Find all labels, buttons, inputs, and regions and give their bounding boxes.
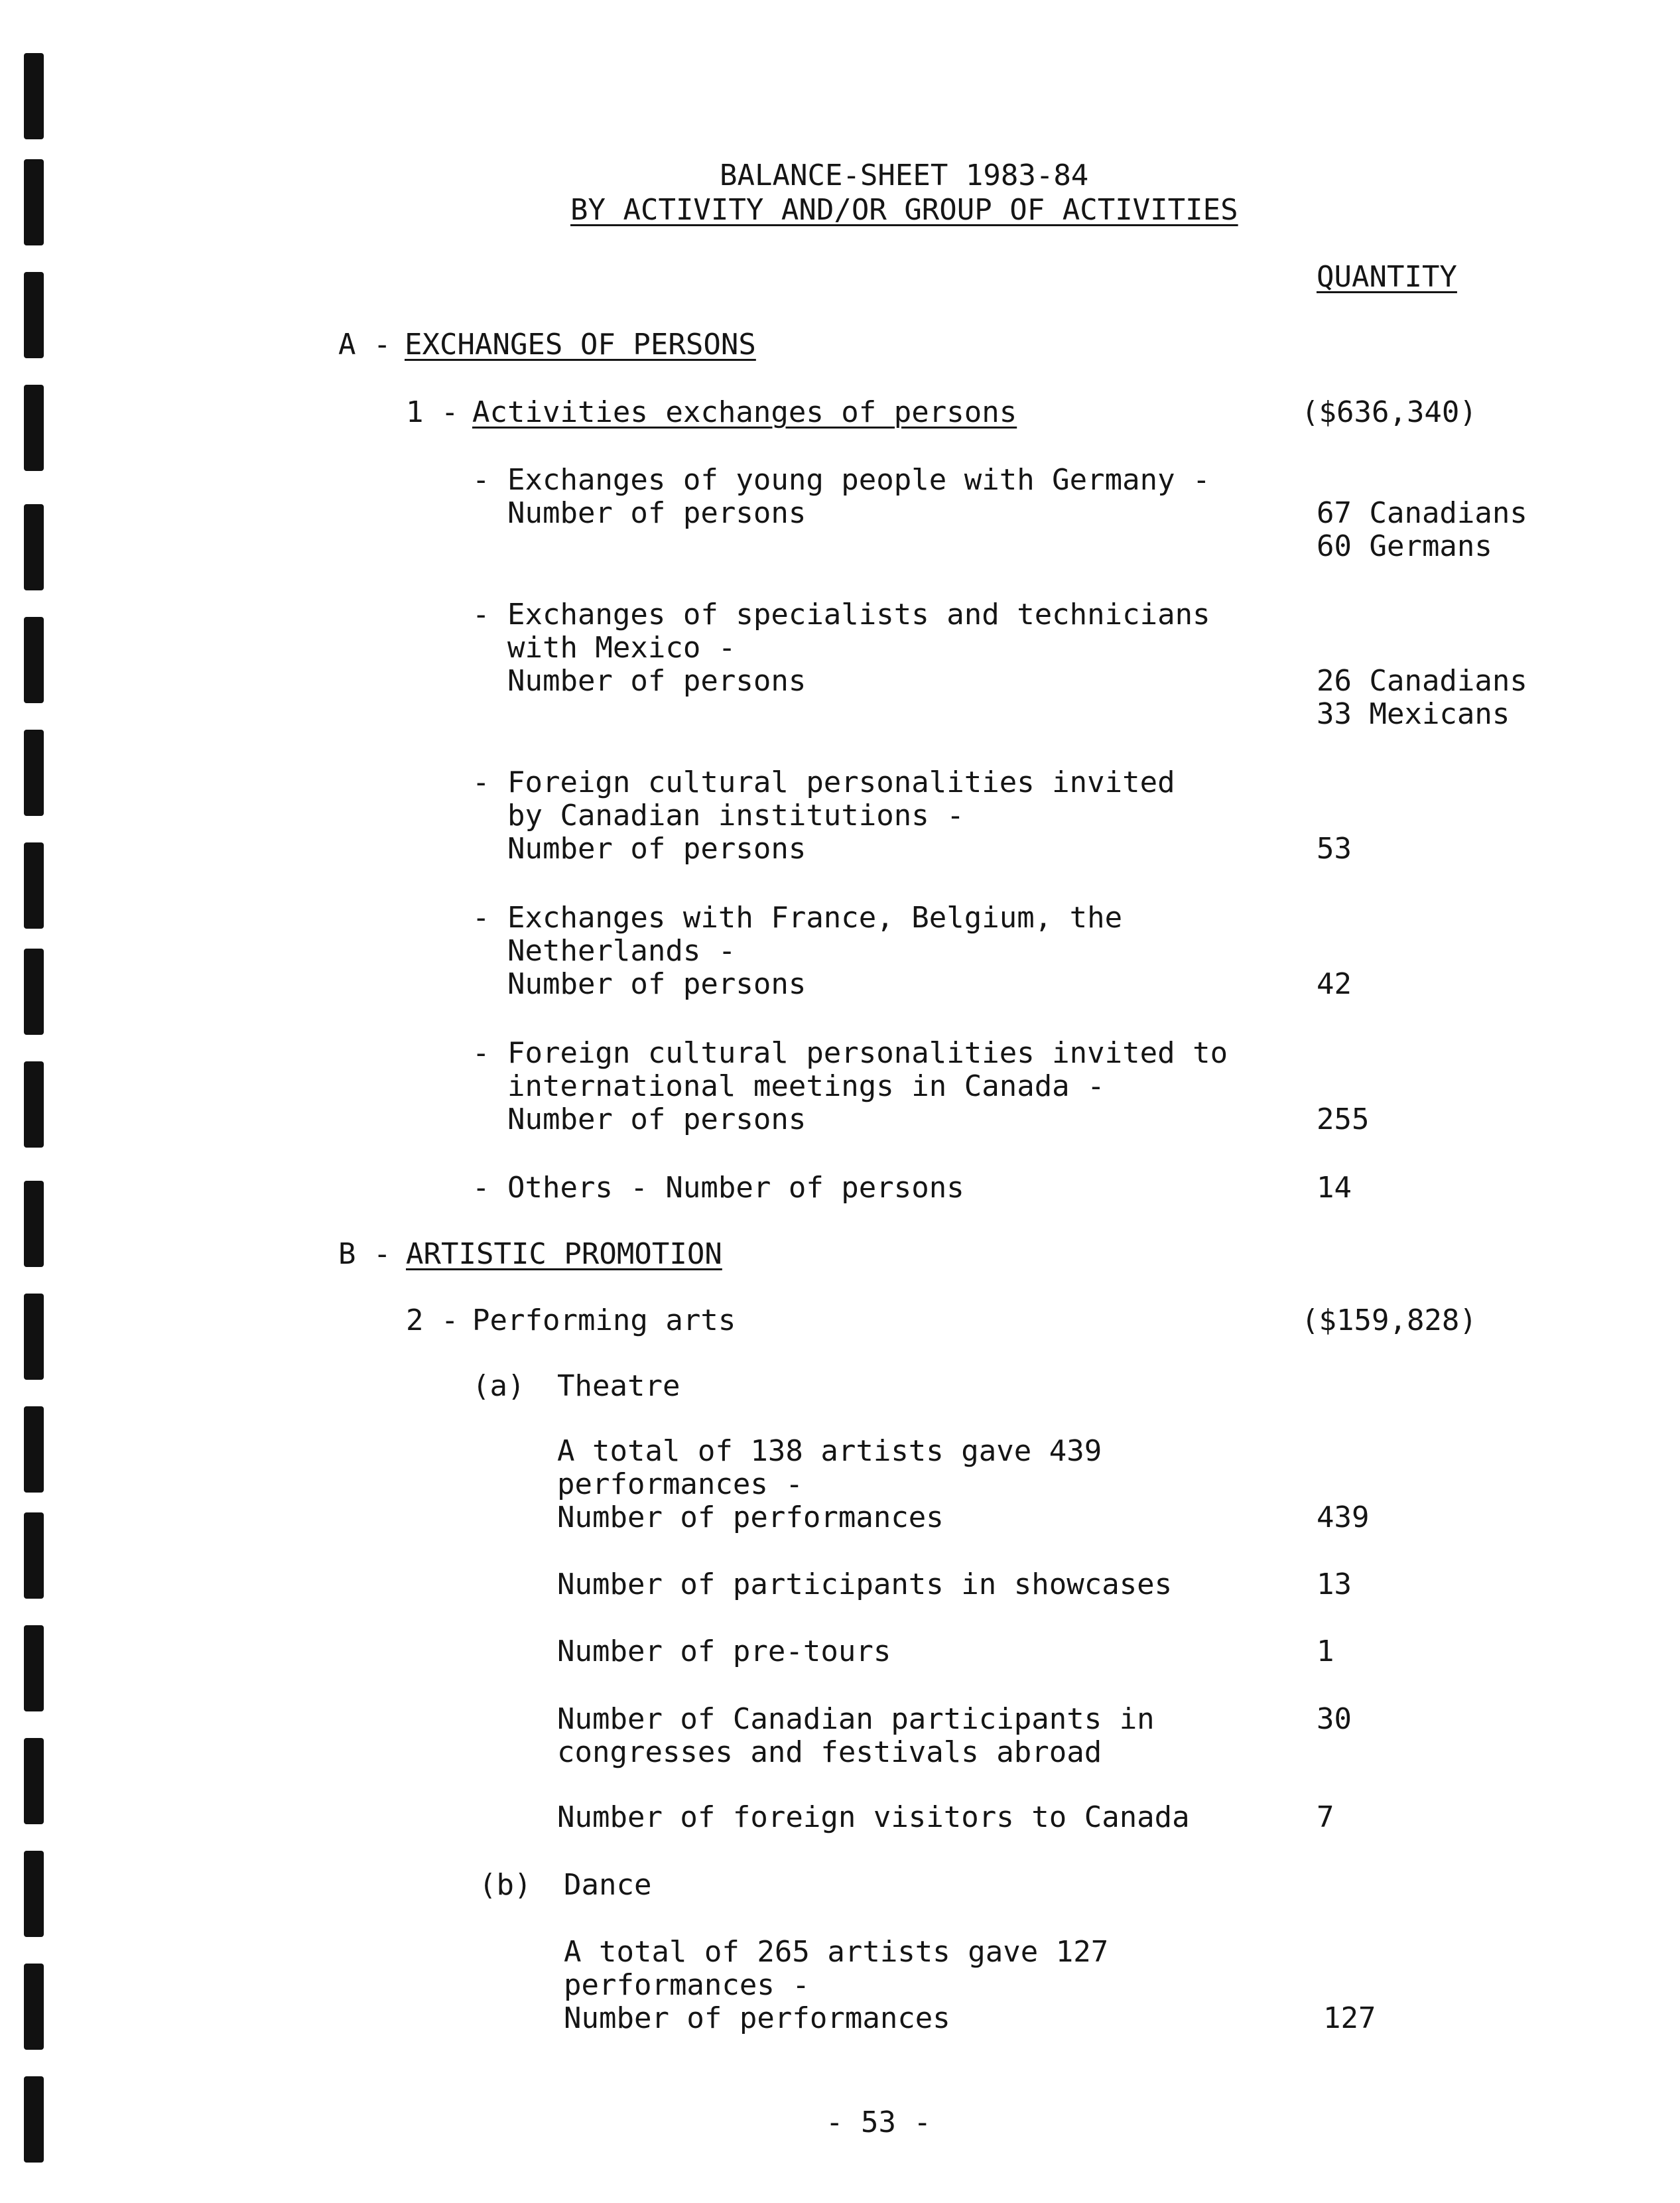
binder-hole-mark [24,1294,44,1380]
item-quantity: 67 Canadians 60 Germans [1317,496,1527,563]
theatre-label: (a) [472,1369,525,1403]
binder-hole-mark [24,2076,44,2163]
section-b-heading: ARTISTIC PROMOTION [406,1237,722,1271]
binder-hole-mark [24,159,44,245]
binder-hole-mark [24,504,44,590]
theatre-item-quantity: 13 [1317,1568,1352,1601]
binder-hole-mark [24,842,44,929]
theatre-item-quantity: 7 [1317,1800,1334,1834]
theatre-item-text: Number of Canadian participants in congresses and festivals abroad [557,1702,1155,1769]
section-a-label: A - [338,328,391,362]
binder-hole-mark [24,1181,44,1267]
section-b-label: B - [338,1237,391,1271]
subsection-1-number: 1 - [406,395,459,429]
theatre-item-text: Number of pre-tours [557,1635,891,1668]
binder-hole-mark [24,1851,44,1937]
binder-holes [24,0,64,2203]
binder-hole-mark [24,730,44,816]
binder-hole-mark [24,1625,44,1711]
section-a-heading: EXCHANGES OF PERSONS [405,328,756,362]
item-quantity: 53 [1317,832,1352,866]
binder-hole-mark [24,1964,44,2050]
subsection-2-number: 2 - [406,1303,459,1337]
binder-hole-mark [24,1061,44,1148]
theatre-title: Theatre [557,1369,680,1403]
document-subtitle: BY ACTIVITY AND/OR GROUP OF ACTIVITIES [570,193,1238,227]
item-text: - Exchanges of specialists and technicians with Mexico - Number of persons [472,598,1210,698]
dance-title: Dance [564,1868,652,1902]
subsection-1-amount: ($636,340) [1301,395,1477,429]
theatre-item-quantity: 1 [1317,1635,1334,1668]
subsection-2-title: Performing arts [472,1303,736,1337]
item-text: - Others - Number of persons [472,1171,964,1205]
theatre-item-text: Number of participants in showcases [557,1568,1173,1601]
binder-hole-mark [24,53,44,139]
item-text: - Exchanges with France, Belgium, the Netherlands - Number of persons [472,901,1123,1001]
binder-hole-mark [24,1512,44,1599]
binder-hole-mark [24,1738,44,1824]
theatre-item-quantity: 439 [1317,1501,1370,1534]
binder-hole-mark [24,1406,44,1493]
theatre-item-text: Number of foreign visitors to Canada [557,1800,1190,1834]
item-quantity: 42 [1317,967,1352,1001]
binder-hole-mark [24,385,44,471]
item-quantity: 26 Canadians 33 Mexicans [1317,664,1527,731]
binder-hole-mark [24,617,44,703]
dance-item-text: A total of 265 artists gave 127 performances - Number of performances [564,1935,1109,2035]
quantity-column-header: QUANTITY [1317,260,1457,294]
item-text: - Foreign cultural personalities invited to international meetings in Canada - Number of persons [472,1036,1228,1136]
document-title: BALANCE-SHEET 1983-84 [720,159,1089,192]
dance-item-quantity: 127 [1323,2001,1376,2035]
binder-hole-mark [24,272,44,358]
item-text: - Exchanges of young people with Germany - Number of persons [472,463,1210,530]
theatre-item-text: A total of 138 artists gave 439 performances - Number of performances [557,1434,1102,1534]
binder-hole-mark [24,949,44,1035]
subsection-2-amount: ($159,828) [1301,1303,1477,1337]
item-text: - Foreign cultural personalities invited by Canadian institutions - Number of persons [472,766,1175,866]
dance-label: (b) [479,1868,532,1902]
item-quantity: 255 [1317,1102,1370,1136]
page-number: - 53 - [826,2105,931,2139]
item-quantity: 14 [1317,1171,1352,1205]
theatre-item-quantity: 30 [1317,1702,1352,1736]
subsection-1-title: Activities exchanges of persons [472,395,1017,429]
